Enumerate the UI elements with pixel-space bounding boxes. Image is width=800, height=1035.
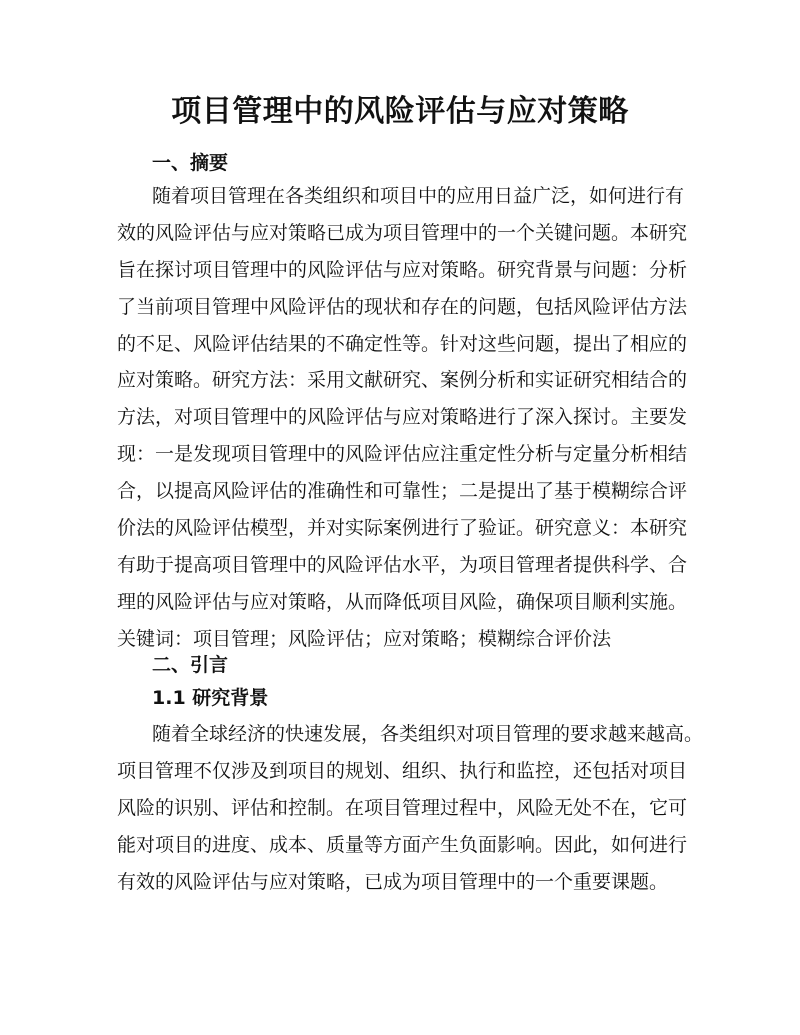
text-line: 效的风险评估与应对策略已成为项目管理中的一个关键问题。本研究 [117, 221, 688, 244]
text-line: 随着全球经济的快速发展，各类组织对项目管理的要求越来越高。 [152, 723, 704, 745]
keywords-line: 关键词：项目管理；风险评估；应对策略；模糊综合评价法 [117, 627, 612, 650]
intro-heading: 二、引言 [152, 654, 229, 676]
text-line: 有效的风险评估与应对策略，已成为项目管理中的一个重要课题。 [117, 870, 669, 893]
background-subheading: 1.1 研究背景 [152, 687, 269, 709]
text-line: 合，以提高风险评估的准确性和可靠性；二是提出了基于模糊综合评 [117, 480, 688, 503]
text-line: 现：一是发现项目管理中的风险评估应注重定性分析与定量分析相结 [117, 443, 688, 466]
text-line: 理的风险评估与应对策略，从而降低项目风险，确保项目顺利实施。 [117, 590, 688, 613]
text-line: 能对项目的进度、成本、质量等方面产生负面影响。因此，如何进行 [117, 833, 688, 856]
text-line: 价法的风险评估模型，并对实际案例进行了验证。研究意义：本研究 [117, 517, 688, 540]
text-line: 有助于提高项目管理中的风险评估水平，为项目管理者提供科学、合 [117, 553, 688, 576]
abstract-paragraph [117, 178, 687, 658]
text-line: 随着项目管理在各类组织和项目中的应用日益广泛，如何进行有 [152, 185, 685, 207]
abstract-heading: 一、摘要 [152, 152, 229, 174]
text-line: 项目管理不仅涉及到项目的规划、组织、执行和监控，还包括对项目 [117, 759, 688, 782]
text-line: 了当前项目管理中风险评估的现状和存在的问题，包括风险评估方法 [117, 295, 688, 318]
text-line: 风险的识别、评估和控制。在项目管理过程中，风险无处不在，它可 [117, 796, 688, 819]
text-line: 旨在探讨项目管理中的风险评估与应对策略。研究背景与问题：分析 [117, 258, 688, 281]
text-line: 的不足、风险评估结果的不确定性等。针对这些问题，提出了相应的 [117, 332, 688, 355]
text-line: 应对策略。研究方法：采用文献研究、案例分析和实证研究相结合的 [117, 369, 688, 392]
page-title: 项目管理中的风险评估与应对策略 [171, 94, 629, 129]
background-paragraph [117, 716, 704, 900]
text-line: 方法，对项目管理中的风险评估与应对策略进行了深入探讨。主要发 [117, 406, 688, 429]
